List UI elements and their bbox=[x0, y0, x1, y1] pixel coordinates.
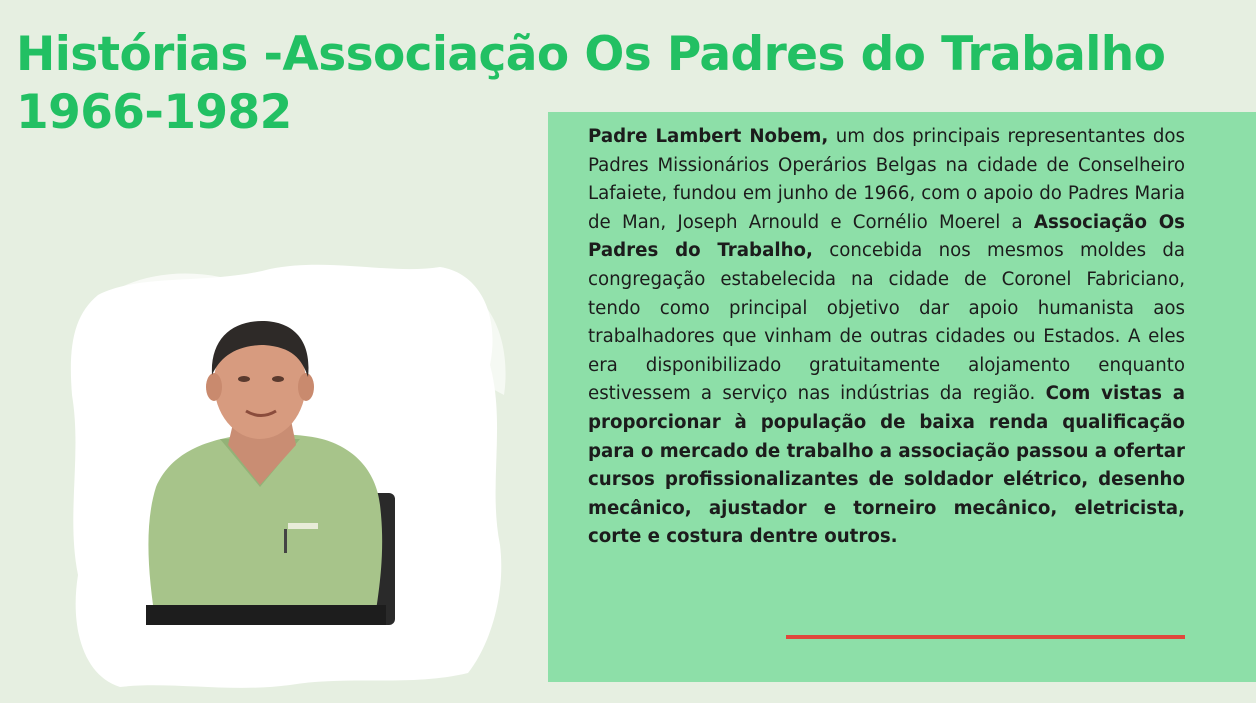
history-text-part-2: concebida nos mesmos moldes da congregação estabelecida na cidade de Coronel Fabriciano, tendo como principal objetivo dar apoio humanista aos trabalhadores que vinham de outras cidades ou Estados. A eles era disponibilizado gratuitamente alojamento enquanto estivessem a serviço nas indústrias da região. bbox=[588, 240, 1186, 405]
history-paragraph bbox=[588, 123, 1185, 552]
courses-highlight: Com vistas a proporcionar à população de baixa renda qualificação para o mercado de trabalho a associação passou a ofertar cursos profissionalizantes de soldador elétrico, desenho mecânico, ajustador e torneiro mecânico, eletricista, corte e costura dentre outros. bbox=[588, 383, 1185, 548]
priest-name: Padre Lambert Nobem, bbox=[588, 126, 829, 147]
portrait-photo bbox=[60, 255, 510, 695]
man-portrait bbox=[138, 317, 408, 625]
title-line-1: Histórias -Associação Os Padres do Trabalho bbox=[16, 27, 1166, 82]
association-name: Associação Os Padres do Trabalho, bbox=[588, 211, 1185, 262]
title-line-2: 1966-1982 bbox=[16, 85, 292, 140]
history-text-part-1: um dos principais representantes dos Padres Missionários Operários Belgas na cidade de Conselheiro Lafaiete, fundou em junho de 1966, com o apoio do Padres Maria de Man, Joseph Arnould e Cornélio Moerel a bbox=[588, 126, 1185, 233]
divider-line bbox=[786, 635, 1185, 639]
